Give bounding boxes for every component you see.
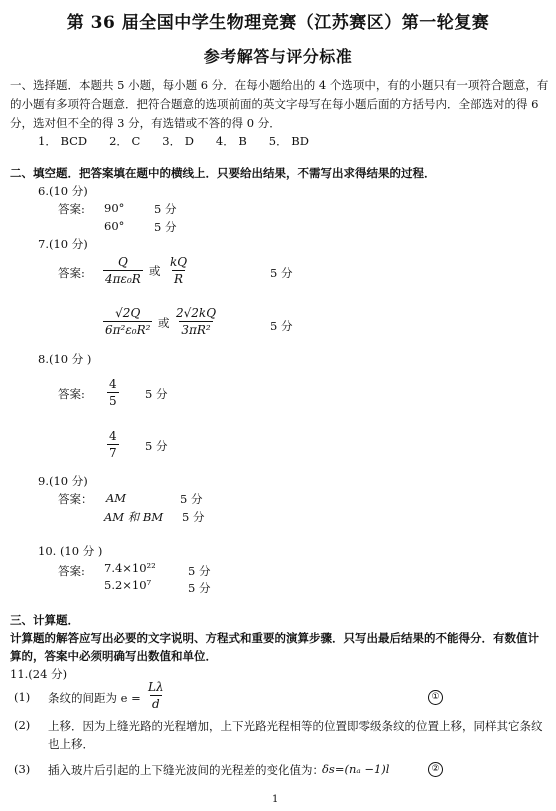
q8-f1-denominator: 5: [109, 394, 117, 408]
q11-item1-number: (1): [14, 690, 31, 704]
q11-item3-formula: δs=(nₐ −1)l: [322, 762, 390, 776]
q10-score-2: 5 分: [188, 581, 211, 595]
section2-heading: 二、填空题．把答案填在题中的横线上．只要给出结果，不需写出求得结果的过程．: [10, 166, 436, 180]
q7-f3-numerator: √2Q: [115, 306, 141, 320]
q11-item3-text: 插入玻片后引起的上下缝光波间的光程差的变化值为：: [48, 763, 324, 777]
q7-fraction-3: [103, 306, 152, 337]
section1-line1: 一、选择题．本题共 5 小题，每小题 6 分．在每小题给出的 4 个选项中，有的小题只有一项符合题意，有: [10, 78, 549, 92]
q11-item2-text-continued: 也上移．: [48, 737, 94, 751]
q11-item1-fraction: [146, 680, 166, 711]
q6-answer-label: 答案:: [58, 202, 85, 216]
q7-f3-denominator: 6π²ε₀R²: [105, 323, 151, 337]
q11-item2-number: (2): [14, 718, 31, 732]
q7-f2-denominator: R: [174, 272, 184, 286]
q8-fraction-1: [107, 377, 119, 408]
q7-f1-numerator: Q: [117, 255, 128, 269]
q7-fraction-2: [168, 255, 189, 286]
q9-score-2: 5 分: [182, 510, 205, 524]
q10-label: 10. (10 分 ): [38, 544, 103, 558]
q10-score-1: 5 分: [188, 564, 211, 578]
section1-answers: 1． BCD 2． C 3． D 4． B 5． BD: [38, 134, 309, 148]
q8-answer-label: 答案:: [58, 387, 85, 401]
q11-item1-numerator: Lλ: [148, 680, 164, 694]
q7-f1-denominator: 4πε₀R: [105, 272, 141, 286]
q9-answer-label: 答案：: [58, 492, 93, 506]
q9-label: 9.(10 分): [38, 474, 88, 488]
q8-f2-denominator: 7: [109, 446, 117, 460]
q8-label: 8.(10 分 ): [38, 352, 92, 366]
section3-heading: 三、计算题．: [10, 613, 79, 627]
q8-fraction-2: [107, 429, 119, 460]
q11-item3-number: (3): [14, 762, 31, 776]
section3-line1: 计算题的解答应写出必要的文字说明、方程式和重要的演算步骤．只写出最后结果的不能得分．有数值计: [10, 631, 539, 645]
q8-f1-numerator: 4: [109, 377, 117, 391]
q8-score-1: 5 分: [145, 387, 168, 401]
q11-item1-denominator: d: [151, 697, 160, 711]
q7-answer-label: 答案:: [58, 266, 85, 280]
section3-line2: 算的，答案中必须明确写出数值和单位．: [10, 649, 217, 663]
q7-score-2: 5 分: [270, 319, 293, 333]
q9-answer-2: AM 和 BM: [104, 510, 164, 524]
q11-item2-text: 上移．因为上缝光路的光程增加，上下光路光程相等的位置即零级条纹的位置上移，同样其它条纹: [48, 719, 543, 733]
q8-f2-numerator: 4: [109, 429, 117, 443]
q7-f2-numerator: kQ: [170, 255, 188, 269]
page-number: 1: [272, 794, 279, 805]
q6-answer-2: 60°: [104, 219, 125, 233]
q11-label: 11.(24 分): [10, 667, 68, 681]
q10-answer-1: 7.4×10²²: [104, 561, 156, 575]
q11-item1-text: 条纹的间距为 e =: [48, 691, 141, 705]
page-subtitle: 参考解答与评分标准: [203, 47, 353, 66]
section1-line3: 分，选对但不全的得 3 分，有选错或不答的得 0 分．: [10, 116, 281, 130]
q7-or-1: 或: [149, 264, 161, 278]
q8-score-2: 5 分: [145, 439, 168, 453]
q6-score-1: 5 分: [154, 202, 177, 216]
q7-score-1: 5 分: [270, 266, 293, 280]
q10-answer-2: 5.2×10⁷: [104, 578, 152, 592]
q7-fraction-1: [103, 255, 143, 286]
q11-item3-mark: ②: [428, 762, 443, 777]
q9-answer-1: AM: [106, 491, 127, 505]
q7-f4-numerator: 2√2kQ: [176, 306, 217, 320]
q6-score-2: 5 分: [154, 220, 177, 234]
q10-answer-label: 答案:: [58, 564, 85, 578]
q11-item1-mark: ①: [428, 690, 443, 705]
q7-fraction-4: [174, 306, 218, 337]
section1-line2: 的小题有多项符合题意．把符合题意的选项前面的英文字母写在每小题后面的方括号内．全部选对的得 6: [10, 97, 539, 111]
q7-label: 7.(10 分): [38, 237, 88, 251]
q9-score-1: 5 分: [180, 492, 203, 506]
q6-label: 6.(10 分): [38, 184, 88, 198]
q7-or-2: 或: [158, 316, 170, 330]
q7-f4-denominator: 3πR²: [181, 323, 211, 337]
page-title: 第 36 届全国中学生物理竞赛（江苏赛区）第一轮复赛: [66, 13, 490, 33]
q6-answer-1: 90°: [104, 201, 125, 215]
